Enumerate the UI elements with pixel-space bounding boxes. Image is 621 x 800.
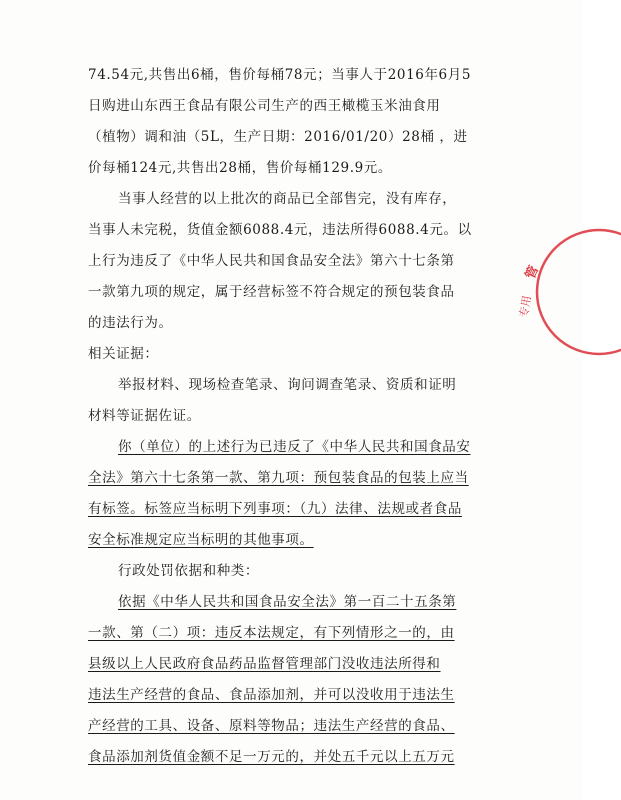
text-line: 的违法行为。: [88, 315, 173, 331]
text-line: [88, 618, 518, 649]
underlined-text: 有标签。标签应当标明下列事项：（九）法律、法规或者食品: [88, 501, 462, 517]
text-line: 一款第九项的规定，属于经营标签不符合规定的预包装食品: [88, 284, 455, 300]
underlined-text: 依据《中华人民共和国食品安全法》第一百二十五条第: [118, 594, 457, 610]
underlined-text: 你（单位）的上述行为已违反了《中华人民共和国食品安: [118, 439, 471, 455]
text-line: [88, 742, 518, 773]
text-line: （植物）调和油（5L，生产日期：2016/01/20）28桶 ，进: [88, 129, 468, 145]
text-line: 当事人未完税，货值金额6088.4元，违法所得6088.4元。以: [88, 222, 472, 238]
underlined-text: 安全标准规定应当标明的其他事项。: [88, 532, 314, 548]
section-heading: 相关证据：: [88, 346, 159, 362]
text-line: [88, 494, 518, 525]
underlined-text: 县级以上人民政府食品药品监督管理部门没收违法所得和: [88, 656, 441, 672]
underlined-text: 食品添加剂货值金额不足一万元的，并处五千元以上五万元: [88, 749, 455, 765]
text-line: 价每桶124元,共售出28桶，售价每桶129.9元。: [88, 160, 392, 176]
text-line: 材料等证据佐证。: [88, 408, 201, 424]
underlined-text: 全法》第六十七条第一款、第九项：预包装食品的包装上应当: [88, 470, 469, 486]
text-line: [88, 525, 518, 556]
text-line: [88, 680, 518, 711]
text-line: 上行为违反了《中华人民共和国食品安全法》第六十七条第: [88, 253, 455, 269]
seal-text-lower: 专用: [517, 294, 534, 319]
underlined-text: 产经营的工具、设备、原料等物品；违法生产经营的食品、: [88, 718, 455, 734]
underlined-text: 违法生产经营的食品、食品添加剂，并可以没收用于违法生: [88, 687, 455, 703]
section-heading: 行政处罚依据和种类：: [118, 563, 259, 579]
text-line: 日购进山东西王食品有限公司生产的西王橄榄玉米油食用: [88, 98, 441, 114]
seal-text-upper: 管: [523, 263, 543, 282]
text-line: [88, 649, 518, 680]
text-line: [118, 432, 518, 463]
text-line: 当事人经营的以上批次的商品已全部售完，没有库存，: [118, 191, 457, 207]
text-line: 74.54元,共售出6桶，售价每桶78元；当事人于2016年6月5: [88, 67, 472, 83]
official-seal-stamp: [517, 232, 621, 352]
underlined-text: 一款、第（二）项：违反本法规定，有下列情形之一的，由: [88, 625, 455, 641]
text-line: [88, 463, 518, 494]
text-line: [88, 711, 518, 742]
document-body: [88, 60, 518, 773]
text-line: 举报材料、现场检查笔录、询问调查笔录、资质和证明: [118, 377, 457, 393]
text-line: [118, 587, 518, 618]
